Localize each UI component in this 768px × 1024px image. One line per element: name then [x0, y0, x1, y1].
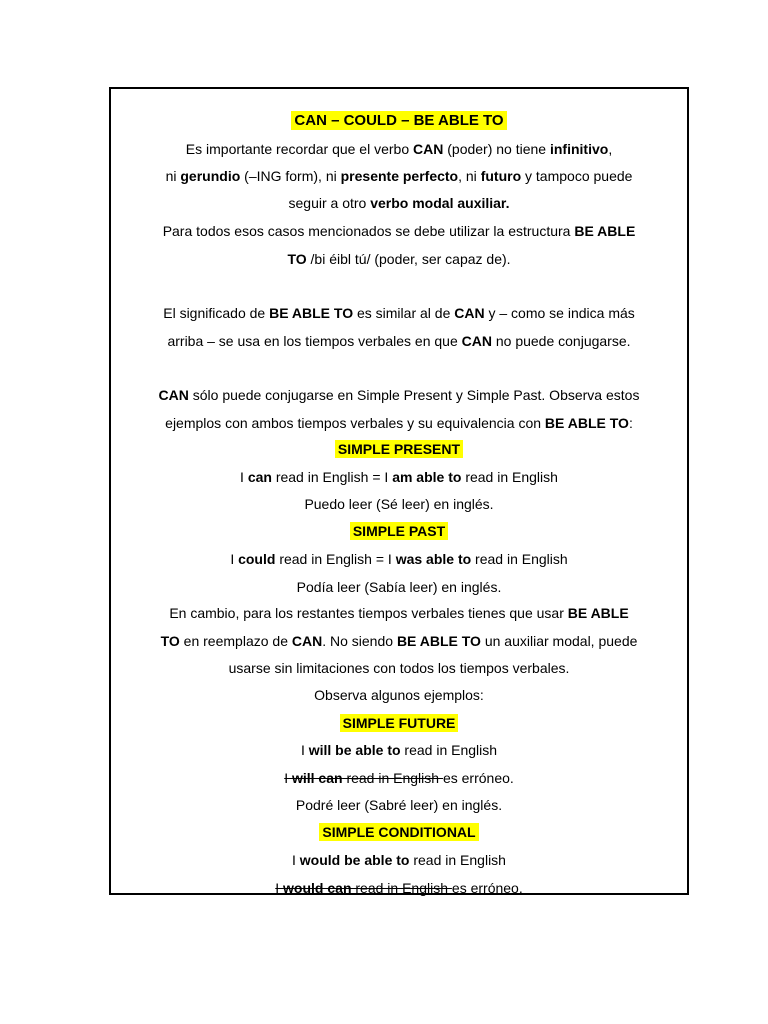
text-line: [111, 413, 687, 433]
section-heading-line: [111, 521, 687, 541]
bold-text: CAN: [413, 141, 444, 157]
text-line: [111, 331, 687, 351]
text-segment: es erróneo.: [442, 770, 514, 786]
bold-text: infinitivo: [549, 141, 609, 157]
text-line: [111, 221, 687, 241]
text-segment: Podía leer (Sabía leer) en inglés.: [296, 579, 502, 595]
text-line: [111, 685, 687, 705]
text-segment: (poder) no tiene: [443, 141, 550, 157]
struck-text: I: [284, 770, 292, 786]
bold-text: would be able to: [299, 852, 410, 868]
text-segment: ,: [608, 141, 613, 157]
bold-text: CAN: [461, 333, 492, 349]
text-segment: read in English: [471, 551, 568, 567]
section-heading-line: [111, 822, 687, 842]
text-line: [111, 139, 687, 159]
text-segment: usarse sin limitaciones con todos los tiempos verbales.: [228, 660, 570, 676]
text-segment: Observa algunos ejemplos:: [314, 687, 484, 703]
bold-text: can: [247, 469, 272, 485]
text-line: [111, 249, 687, 269]
text-segment: I: [292, 852, 300, 868]
text-segment: I: [240, 469, 248, 485]
struck-text: will can: [291, 770, 343, 786]
text-segment: Puedo leer (Sé leer) en inglés.: [304, 496, 494, 512]
document-title: CAN – COULD – BE ABLE TO: [291, 111, 506, 130]
bold-text: CAN: [454, 305, 485, 321]
text-segment: /bi éibl tú/ (poder, ser capaz de).: [306, 251, 511, 267]
text-line: [111, 603, 687, 623]
section-heading: SIMPLE CONDITIONAL: [319, 823, 478, 841]
struck-text: read in English: [342, 770, 443, 786]
text-line: [111, 658, 687, 678]
bold-text: gerundio: [180, 168, 241, 184]
text-segment: un auxiliar modal, puede: [480, 633, 638, 649]
text-line: [111, 467, 687, 487]
text-segment: El significado de: [163, 305, 270, 321]
text-segment: read in English = I: [271, 469, 393, 485]
struck-text: read in English: [351, 880, 452, 896]
text-segment: read in English = I: [275, 551, 396, 567]
text-segment: ejemplos con ambos tiempos verbales y su equivalencia con: [165, 415, 545, 431]
document-frame: [109, 87, 689, 895]
text-segment: :: [628, 415, 633, 431]
text-line: [111, 385, 687, 405]
text-segment: read in English: [400, 742, 498, 758]
bold-text: CAN: [158, 387, 189, 403]
section-heading-line: [111, 439, 687, 459]
text-segment: sólo puede conjugarse en Simple Present y Simple Past. Observa estos: [188, 387, 640, 403]
bold-text: presente perfecto: [340, 168, 459, 184]
text-segment: seguir a otro: [288, 195, 371, 211]
text-line: [111, 166, 687, 186]
bold-text: verbo modal auxiliar.: [370, 195, 510, 211]
text-line: [111, 795, 687, 815]
text-segment: Es importante recordar que el verbo: [185, 141, 414, 157]
bold-text: BE ABLE TO: [544, 415, 629, 431]
text-line: [111, 549, 687, 569]
struck-text: would can: [283, 880, 352, 896]
section-heading: SIMPLE PAST: [350, 522, 448, 540]
text-segment: . No siendo: [322, 633, 397, 649]
text-segment: En cambio, para los restantes tiempos verbales tienes que usar: [169, 605, 568, 621]
bold-text: CAN: [291, 633, 323, 649]
text-line: [111, 768, 687, 788]
bold-text: BE ABLE: [567, 605, 629, 621]
bold-text: BE ABLE: [574, 223, 636, 239]
text-line: [111, 303, 687, 323]
text-segment: Podré leer (Sabré leer) en inglés.: [295, 797, 503, 813]
text-line: [111, 631, 687, 651]
text-segment: , ni: [458, 168, 481, 184]
text-segment: en reemplazo de: [179, 633, 292, 649]
bold-text: TO: [287, 251, 307, 267]
bold-text: will be able to: [308, 742, 401, 758]
section-heading: SIMPLE FUTURE: [340, 714, 459, 732]
document-title-line: [111, 111, 687, 131]
section-heading-line: [111, 713, 687, 733]
text-segment: ni: [165, 168, 181, 184]
bold-text: was able to: [395, 551, 472, 567]
text-segment: I: [230, 551, 239, 567]
text-line: [111, 193, 687, 213]
bold-text: could: [238, 551, 276, 567]
text-segment: I: [300, 742, 309, 758]
text-line: [111, 494, 687, 514]
bold-text: BE ABLE TO: [396, 633, 481, 649]
struck-text: I: [275, 880, 284, 896]
text-line: [111, 850, 687, 870]
text-segment: Para todos esos casos mencionados se debe utilizar la estructura: [162, 223, 575, 239]
text-segment: read in English: [461, 469, 558, 485]
section-heading: SIMPLE PRESENT: [335, 440, 463, 458]
text-line: [111, 740, 687, 760]
text-segment: arriba – se usa en los tiempos verbales en que: [167, 333, 462, 349]
text-segment: (–ING form), ni: [240, 168, 341, 184]
text-line: [111, 577, 687, 597]
bold-text: BE ABLE TO: [269, 305, 354, 321]
bold-text: futuro: [480, 168, 522, 184]
text-line: [111, 878, 687, 898]
text-segment: es similar al de: [353, 305, 455, 321]
text-segment: y tampoco puede: [521, 168, 633, 184]
text-segment: y – como se indica más: [484, 305, 635, 321]
bold-text: am able to: [392, 469, 462, 485]
text-segment: read in English: [409, 852, 506, 868]
bold-text: TO: [160, 633, 180, 649]
text-segment: es erróneo.: [451, 880, 523, 896]
text-segment: no puede conjugarse.: [491, 333, 631, 349]
